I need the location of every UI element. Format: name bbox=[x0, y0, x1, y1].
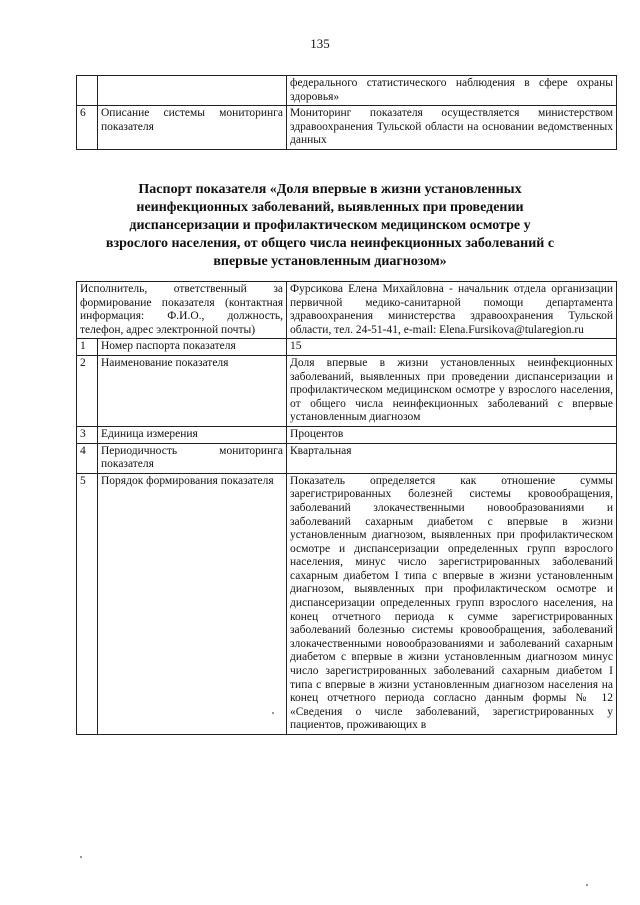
row-number: 3 bbox=[77, 426, 98, 443]
row-label: Единица измерения bbox=[98, 426, 287, 443]
passport-title: Паспорт показателя «Доля впервые в жизни установленных неинфекционных заболеваний, выявленных при проведении диспансеризации и профилактическом медицинском осмотре у взрослого населения, от общего числа неинфекционных заболеваний с впервые установленным диагнозом» bbox=[105, 182, 555, 269]
executor-label: Исполнитель, ответственный за формирование показателя (контактная информация: Ф.И.О., должность, телефон, адрес электронной почты) bbox=[77, 282, 287, 339]
continuation-text: федерального статистического наблюдения в сфере охраны здоровья» bbox=[287, 76, 617, 106]
row-value: Показатель определяется как отношение суммы зарегистрированных болезней системы кровообращения, заболеваний злокачественными новообразованиями и заболеваний сахарным диабетом с впервые в жизни установленным диагнозом, выявленных при профилактическом осмотре и диспансеризации определенных групп взрослого населения, минус число зарегистрированных заболеваний сахарным диабетом I типа с впервые в жизни установленным диагнозом, выявленных при профилактическом осмотре и диспансеризации определенных групп взрослого населения, на конец отчетного периода к сумме зарегистрированных заболеваний болезнью системы кровообращения, заболеваний злокачественными новообразованиями и заболеваний сахарным диабетом с впервые в жизни установленным диагнозом минус число зарегистрированных заболеваний сахарным диабетом I типа с впервые в жизни установленным диагнозом населения на конец отчетного периода согласно данным формы № 12 «Сведения о числе заболеваний, зарегистрированных у пациентов, проживающих в bbox=[287, 473, 617, 734]
page-number: 135 bbox=[310, 36, 330, 51]
table-row bbox=[77, 443, 617, 473]
row-label: Наименование показателя bbox=[98, 355, 287, 426]
table-row bbox=[77, 355, 617, 426]
table-row bbox=[77, 106, 617, 150]
table-cell bbox=[77, 76, 98, 106]
row-number: 1 bbox=[77, 339, 98, 356]
row-number: 5 bbox=[77, 473, 98, 734]
table-row bbox=[77, 473, 617, 734]
table-row bbox=[77, 426, 617, 443]
passport-table bbox=[76, 281, 617, 735]
row-label: Номер паспорта показателя bbox=[98, 339, 287, 356]
indicator-table-continuation bbox=[76, 75, 617, 150]
scan-speck bbox=[586, 884, 588, 886]
row-value: Процентов bbox=[287, 426, 617, 443]
table-row bbox=[77, 339, 617, 356]
row-value: Доля впервые в жизни установленных неинфекционных заболеваний, выявленных при проведении диспансеризации и профилактическом медицинском осмотре у взрослого населения, от общего числа неинфекционных заболеваний с впервые установленным диагнозом bbox=[287, 355, 617, 426]
row-value: 15 bbox=[287, 339, 617, 356]
table-row bbox=[77, 76, 617, 106]
row-label: Периодичность мониторинга показателя bbox=[98, 443, 287, 473]
table-cell bbox=[98, 76, 287, 106]
row-number: 4 bbox=[77, 443, 98, 473]
row-value: Квартальная bbox=[287, 443, 617, 473]
executor-value: Фурсикова Елена Михайловна - начальник отдела организации первичной медико-санитарной помощи департамента здравоохранения министерства здравоохранения Тульской области, тел. 24-51-41, e-mail: Elena.Fursikova@tularegion.ru bbox=[287, 282, 617, 339]
table-row bbox=[77, 282, 617, 339]
row-number: 6 bbox=[77, 106, 98, 150]
scan-speck bbox=[80, 856, 82, 858]
row-label: Порядок формирования показателя bbox=[98, 473, 287, 734]
row-number: 2 bbox=[77, 355, 98, 426]
row-value: Мониторинг показателя осуществляется министерством здравоохранения Тульской области на основании ведомственных данных bbox=[287, 106, 617, 150]
scan-speck bbox=[272, 712, 274, 714]
row-label: Описание системы мониторинга показателя bbox=[98, 106, 287, 150]
